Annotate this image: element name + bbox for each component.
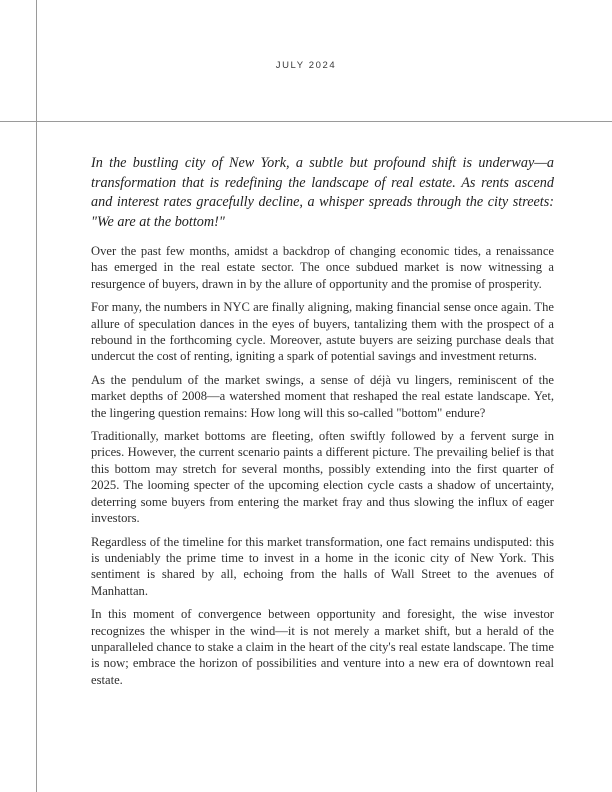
article-paragraph: As the pendulum of the market swings, a sense of déjà vu lingers, reminiscent of the market depths of 2008—a watershed moment that reshaped the real estate landscape. Yet, the lingering question remains: How long will this so-called "bottom" endure? — [91, 372, 554, 420]
article-lede: In the bustling city of New York, a subtle but profound shift is underway—a transformation that is redefining the landscape of real estate. As rents ascend and interest rates gracefully decline, a whisper spreads through the city streets: "We are at the bottom!" — [91, 155, 554, 230]
issue-date: JULY 2024 — [275, 60, 337, 71]
article-paragraph: Traditionally, market bottoms are fleeting, often swiftly followed by a fervent surge in prices. However, the current scenario paints a different picture. The prevailing belief is that this bottom may stretch for several months, possibly extending into the first quarter of 2025. The looming specter of the upcoming election cycle casts a shadow of uncertainty, deterring some buyers from entering the market fray and thus slowing the influx of eager investors. — [91, 429, 554, 526]
article-body — [91, 154, 554, 695]
article-paragraph: In this moment of convergence between opportunity and foresight, the wise investor recognizes the whisper in the wind—it is not merely a market shift, but a herald of the unparalleled chance to stake a claim in the heart of the city's real estate landscape. The time is now; embrace the horizon of possibilities and venture into a new era of downtown real estate. — [91, 607, 554, 687]
article-paragraph: For many, the numbers in NYC are finally aligning, making financial sense once again. The allure of speculation dances in the eyes of buyers, tantalizing them with the prospect of a rebound in the forthcoming cycle. Moreover, astute buyers are seizing purchase deals that undercut the cost of renting, igniting a spark of potential savings and investment returns. — [91, 300, 554, 364]
header-divider — [0, 121, 612, 122]
article-paragraph: Regardless of the timeline for this market transformation, one fact remains undisputed: this is undeniably the prime time to invest in a home in the iconic city of New York. This sentiment is shared by all, echoing from the halls of Wall Street to the avenues of Manhattan. — [91, 534, 554, 598]
vertical-margin-rule — [36, 0, 37, 792]
article-paragraph: Over the past few months, amidst a backdrop of changing economic tides, a renaissance has emerged in the real estate sector. The once subdued market is now witnessing a resurgence of buyers, drawn in by the allure of opportunity and the promise of prosperity. — [91, 244, 554, 291]
